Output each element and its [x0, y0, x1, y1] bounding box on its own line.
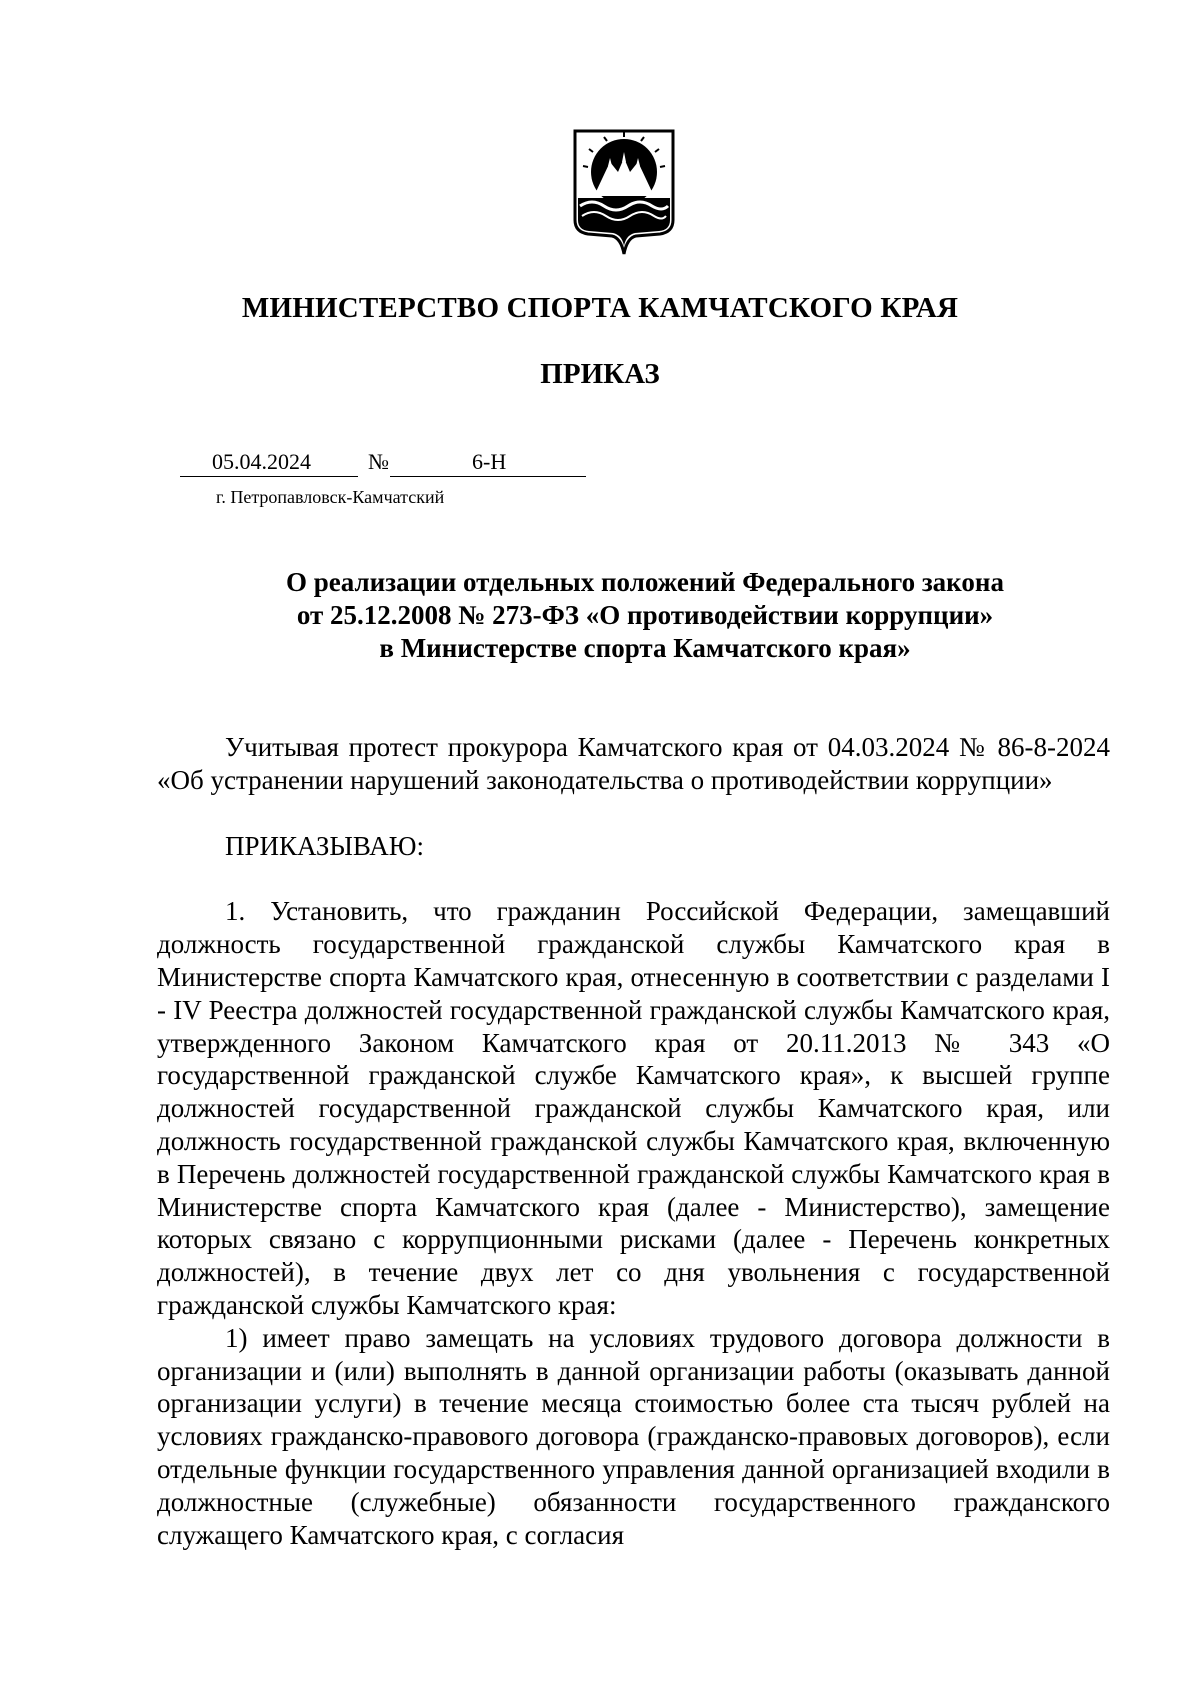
order-number: 6-Н	[472, 449, 507, 474]
order-date: 05.04.2024	[212, 449, 311, 474]
date-underline	[180, 476, 358, 477]
number-underline	[390, 476, 586, 477]
number-sign: №	[368, 449, 389, 474]
document-type: ПРИКАЗ	[540, 358, 660, 390]
document-body	[157, 731, 1110, 1551]
title-line: от 25.12.2008 № 273-ФЗ «О противодействии коррупции»	[296, 600, 994, 630]
item-1-paragraph: 1. Установить, что гражданин Российской Федерации, замещавший должность государственной гражданской службы Камчатского края в Министерстве спорта Камчатского края, отнесенную в соответствии с разделами I - IV Реестра должностей государственной гражданской службы Камчатского края, утвержденного Законом Камчатского края от 20.11.2013 № 343 «О государственной гражданской службе Камчатского края», к высшей группе должностей государственной гражданской службы Камчатского края, или должность государственной гражданской службы Камчатского края, включенную в Перечень должностей государственной гражданской службы Камчатского края в Министерстве спорта Камчатского края (далее - Министерство), замещение которых связано с коррупционными рисками (далее - Перечень конкретных должностей), в течение двух лет со дня увольнения с государственной гражданской службы Камчатского края:	[157, 896, 1110, 1320]
title-line: О реализации отдельных положений Федерального закона	[286, 567, 1004, 597]
preamble-paragraph: Учитывая протест прокурора Камчатского края от 04.03.2024 № 86-8-2024 «Об устранении нарушений законодательства о противодействии коррупции»	[157, 732, 1110, 795]
order-word: ПРИКАЗЫВАЮ:	[225, 830, 424, 861]
city-name: г. Петропавловск-Камчатский	[216, 487, 445, 507]
item-1-1-paragraph: 1) имеет право замещать на условиях трудового договора должности в организации и (или) выполнять в данной организации работы (оказывать данной организации услуги) в течение месяца стоимостью более ста тысяч рублей на условиях гражданско-правового договора (гражданско-правовых договоров), если отдельные функции государственного управления данной организацией входили в должностные (служебные) обязанности государственного гражданского служащего Камчатского края, с согласия	[157, 1322, 1110, 1550]
document-title	[230, 566, 1060, 665]
ministry-name: МИНИСТЕРСТВО СПОРТА КАМЧАТСКОГО КРАЯ	[241, 292, 959, 324]
kamchatka-coat-of-arms-icon	[572, 128, 676, 256]
title-line: в Министерстве спорта Камчатского края»	[379, 633, 911, 663]
